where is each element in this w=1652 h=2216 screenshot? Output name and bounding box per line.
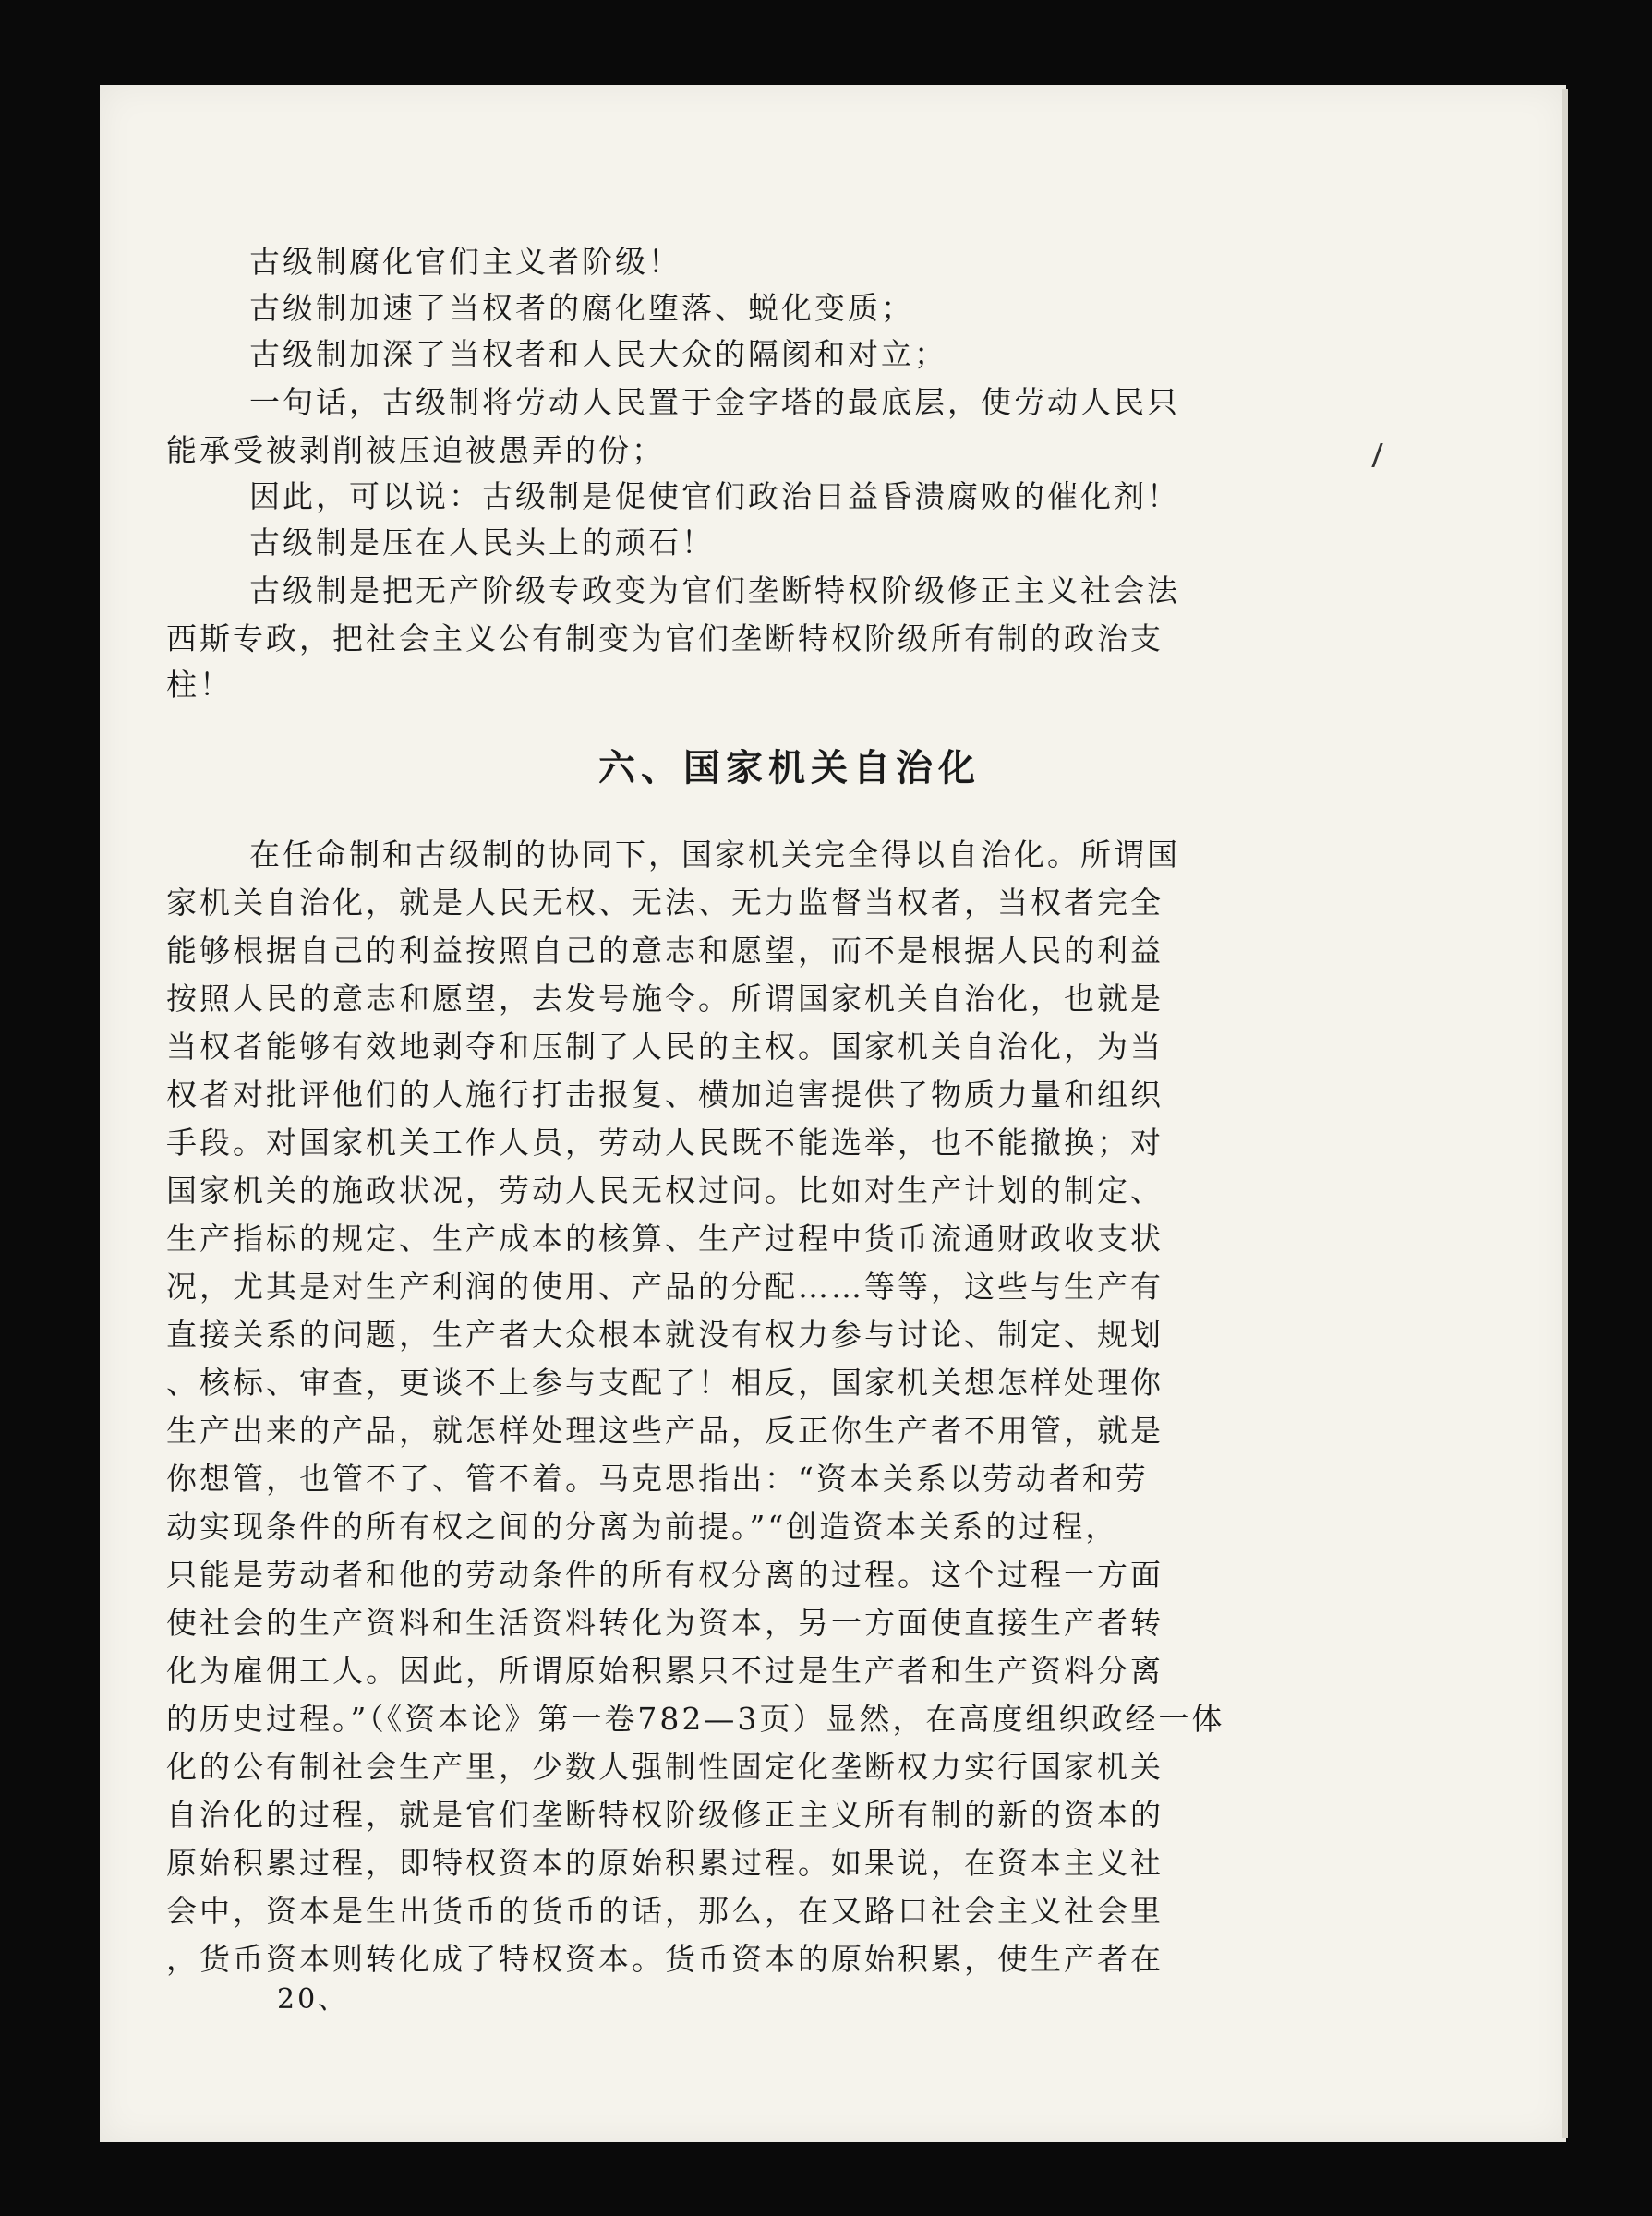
text-line: 直接关系的问题，生产者大众根本就没有权力参与讨论、制定、规划 [166, 1317, 1164, 1353]
text-line: 古级制加深了当权者和人民大众的隔阂和对立； [249, 336, 947, 372]
text-line: 化的公有制社会生产里，少数人强制性固定化垄断权力实行国家机关 [166, 1749, 1164, 1785]
text-line: 西斯专政，把社会主义公有制变为官们垄断特权阶级所有制的政治支 [166, 620, 1164, 656]
text-line: 古级制腐化官们主义者阶级！ [249, 244, 681, 280]
text-line: 能够根据自己的利益按照自己的意志和愿望，而不是根据人民的利益 [166, 933, 1164, 969]
text-line: 只能是劳动者和他的劳动条件的所有权分离的过程。这个过程一方面 [166, 1557, 1164, 1593]
text-line: 你想管，也管不了、管不着。马克思指出：“资本关系以劳动者和劳 [166, 1461, 1149, 1497]
text-line: 在任命制和古级制的协同下，国家机关完全得以自治化。所谓国 [249, 837, 1180, 873]
text-line: 的历史过程。”（《资本论》第一卷782—3页）显然，在高度组织政经一体 [166, 1701, 1225, 1737]
text-line: 使社会的生产资料和生活资料转化为资本，另一方面使直接生产者转 [166, 1605, 1164, 1641]
text-line: 古级制是压在人民头上的顽石！ [249, 524, 715, 560]
text-line: 家机关自治化，就是人民无权、无法、无力监督当权者，当权者完全 [166, 885, 1164, 921]
text-line: 当权者能够有效地剥夺和压制了人民的主权。国家机关自治化，为当 [166, 1029, 1164, 1065]
text-line: 生产出来的产品，就怎样处理这些产品，反正你生产者不用管，就是 [166, 1413, 1164, 1449]
text-line: 按照人民的意志和愿望，去发号施令。所谓国家机关自治化，也就是 [166, 981, 1164, 1017]
text-line: 手段。对国家机关工作人员，劳动人民既不能选举，也不能撤换；对 [166, 1125, 1164, 1161]
page-edge [1562, 89, 1568, 2138]
text-line: 一句话，古级制将劳动人民置于金字塔的最底层，使劳动人民只 [249, 384, 1180, 420]
text-line: 因此，可以说：古级制是促使官们政治日益昏溃腐败的催化剂！ [249, 478, 1180, 514]
text-line: 化为雇佣工人。因此，所谓原始积累只不过是生产者和生产资料分离 [166, 1653, 1164, 1689]
text-line: 柱！ [166, 667, 233, 703]
text-line: 生产指标的规定、生产成本的核算、生产过程中货币流通财政收支状 [166, 1221, 1164, 1257]
text-line: 国家机关的施政状况，劳动人民无权过问。比如对生产计划的制定、 [166, 1173, 1164, 1209]
text-line: 会中，资本是生出货币的货币的话，那么，在又路口社会主义社会里 [166, 1893, 1164, 1929]
text-line: 自治化的过程，就是官们垄断特权阶级修正主义所有制的新的资本的 [166, 1797, 1164, 1833]
text-line: 能承受被剥削被压迫被愚弄的份； [166, 432, 665, 468]
text-line: 动实现条件的所有权之间的分离为前提。”“创造资本关系的过程， [166, 1509, 1119, 1545]
text-line: 原始积累过程，即特权资本的原始积累过程。如果说，在资本主义社 [166, 1845, 1164, 1881]
page-number: 20、 [277, 1983, 349, 2016]
text-line: 、核标、审查，更谈不上参与支配了！相反，国家机关想怎样处理你 [166, 1365, 1164, 1401]
text-line: 权者对批评他们的人施行打击报复、横加迫害提供了物质力量和组织 [166, 1077, 1164, 1113]
section-heading: 六、国家机关自治化 [598, 746, 981, 789]
text-line: 古级制是把无产阶级专政变为官们垄断特权阶级修正主义社会法 [249, 572, 1180, 608]
text-line: 古级制加速了当权者的腐化堕落、蜕化变质； [249, 290, 914, 326]
text-block-upper [92, 0, 1357, 2216]
text-line: 况，尤其是对生产利润的使用、产品的分配……等等，这些与生产有 [166, 1269, 1164, 1305]
text-line: ，货币资本则转化成了特权资本。货币资本的原始积累，使生产者在 [166, 1941, 1164, 1977]
